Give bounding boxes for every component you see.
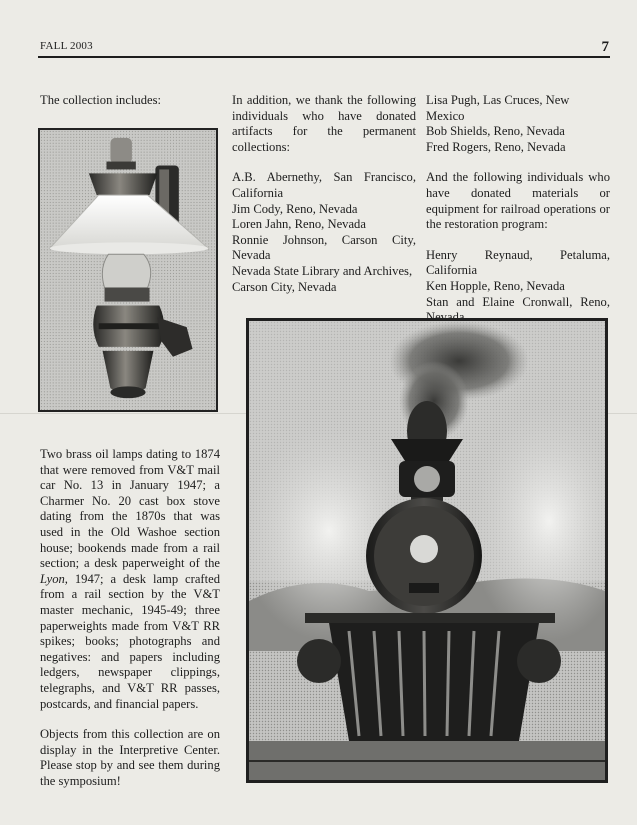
donor-entry: Fred Rogers, Reno, Nevada bbox=[426, 139, 566, 154]
page-number: 7 bbox=[601, 39, 609, 55]
items-text-part2: 1947; a desk lamp crafted from a rail section by the V&T master mechanic, 1945-49; three paperweights made from V&T RR spikes; books; photographs and negatives: and papers including ledgers, newspaper clippings, telegraphs, and V&T RR passes, postcards, and financial papers. bbox=[40, 571, 220, 711]
thanks-column bbox=[232, 93, 416, 295]
donor-entry: Bob Shields, Reno, Nevada bbox=[426, 124, 565, 139]
donor-entry: Jim Cody, Reno, Nevada bbox=[232, 201, 358, 216]
items-text-part1: Two brass oil lamps dating to 1874 that were removed from V&T mail car No. 13 in January 1947; a Charmer No. 20 cast box stove dating from the 1870s that was used in the Old Washoe section house; bookends made from a rail section; a desk paperweight of the bbox=[40, 447, 220, 571]
collection-intro: The collection includes: bbox=[40, 93, 161, 107]
donor-entry: Nevada State Library and Archives, Carson City, Nevada bbox=[232, 263, 413, 294]
materials-lead: And the following individuals who have donated materials or equipment for railroad operations or the restoration program: bbox=[426, 170, 610, 232]
donor-entry: Lisa Pugh, Las Cruces, New Mexico bbox=[426, 93, 570, 123]
donor-entry: Loren Jahn, Reno, Nevada bbox=[232, 217, 366, 232]
materials-donor-entry: Ken Hopple, Reno, Nevada bbox=[426, 278, 565, 293]
thanks-lead: In addition, we thank the following individuals who have donated artifacts for the permanent collections: bbox=[232, 93, 416, 154]
header-rule bbox=[38, 56, 610, 58]
collection-description bbox=[40, 447, 220, 789]
donor-entry: Ronnie Johnson, Carson City, Nevada bbox=[232, 232, 416, 263]
donor-entry: A.B. Abernethy, San Francisco, California bbox=[232, 170, 416, 200]
locomotive-photo bbox=[246, 318, 608, 783]
materials-donor-entry: Stan and Elaine Cronwall, Reno, bbox=[426, 294, 610, 309]
lyon-title: Lyon, bbox=[40, 571, 68, 586]
materials-donor-entry: Henry Reynaud, Petaluma, California bbox=[426, 247, 610, 278]
donors-column bbox=[426, 93, 610, 326]
issue-label: FALL 2003 bbox=[40, 40, 93, 52]
brass-lamp-photo bbox=[38, 128, 218, 412]
collection-items-paragraph bbox=[40, 447, 220, 712]
display-note-paragraph: Objects from this collection are on display in the Interpretive Center. Please stop by and see them during the symposium! bbox=[40, 727, 220, 788]
